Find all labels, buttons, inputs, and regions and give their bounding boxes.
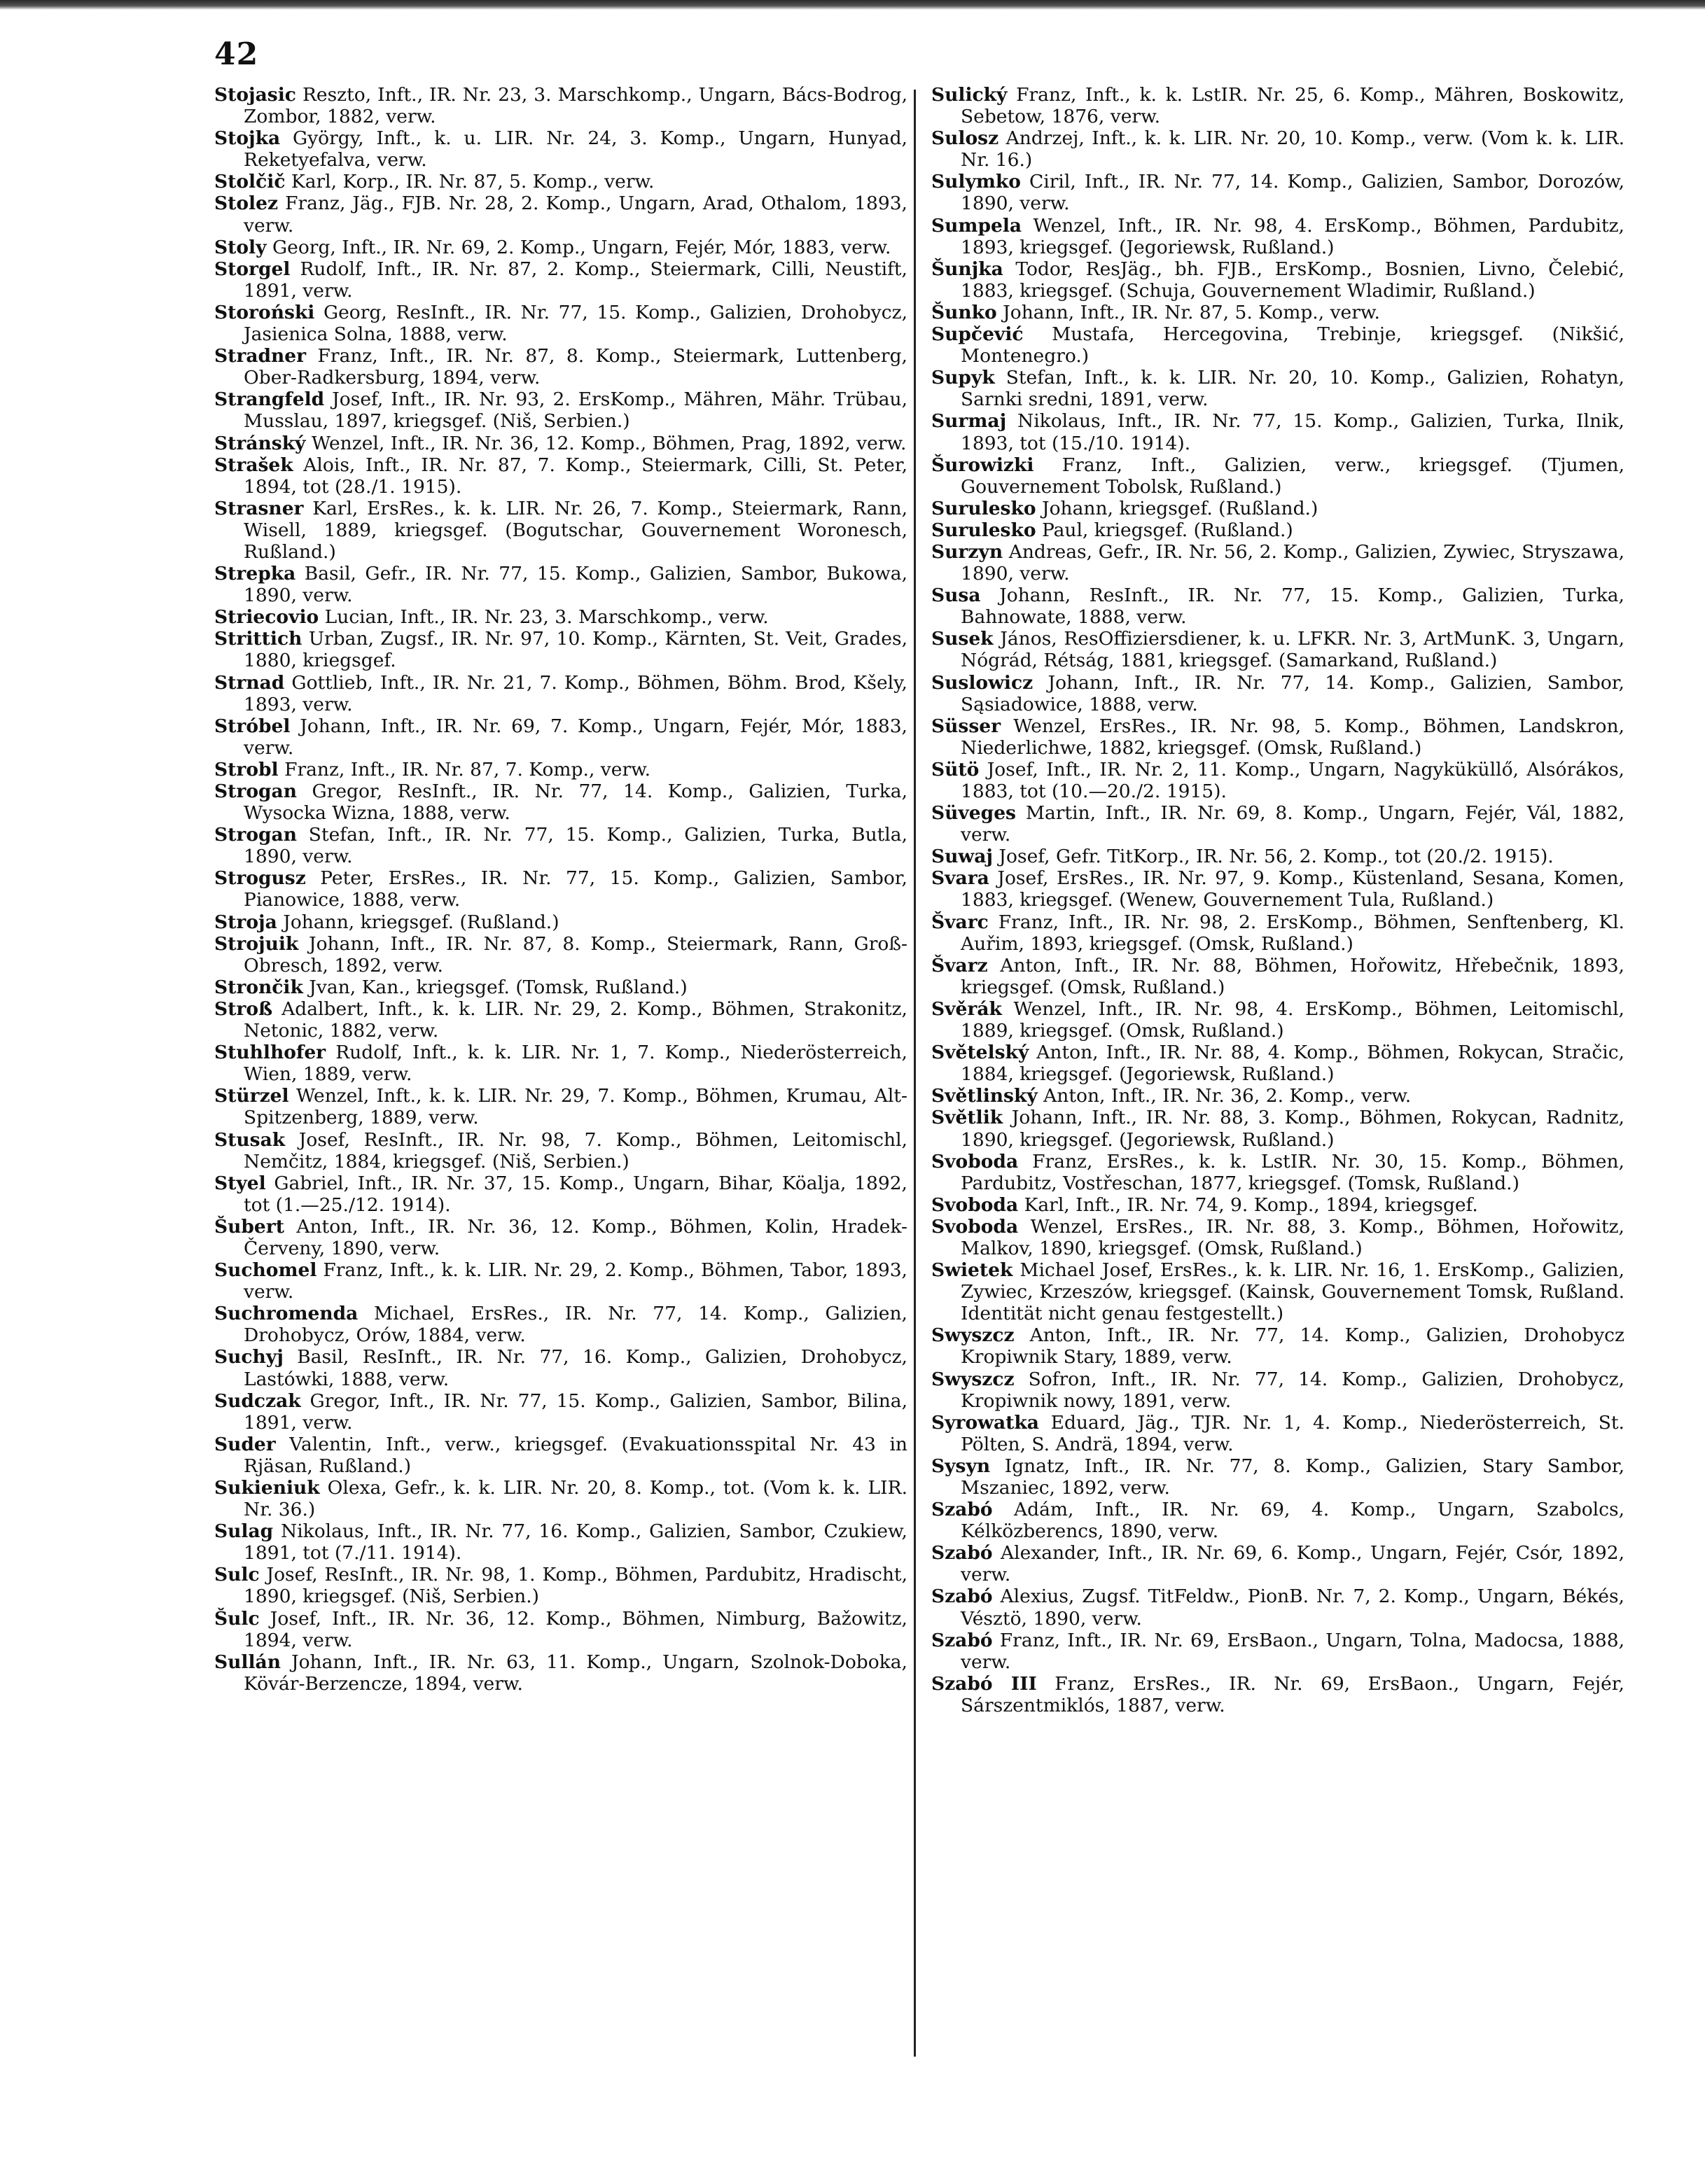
entry-surname: Süsser: [931, 715, 1001, 737]
entry-details: Karl, Inft., IR. Nr. 74, 9. Komp., 1894, kriegsgef.: [1024, 1194, 1478, 1216]
list-entry: [931, 715, 1624, 759]
entry-details: Gregor, ResInft., IR. Nr. 77, 14. Komp., Galizien, Turka, Wysocka Wizna, 1888, verw.: [244, 780, 907, 825]
list-entry: [214, 715, 907, 759]
list-entry: [931, 1368, 1624, 1412]
list-entry: [931, 1042, 1624, 1085]
list-entry: [931, 1216, 1624, 1259]
entry-details: Rudolf, Inft., k. k. LIR. Nr. 1, 7. Komp., Niederösterreich, Wien, 1889, verw.: [244, 1042, 907, 1086]
entry-surname: Szabó: [931, 1586, 993, 1608]
entry-details: Gabriel, Inft., IR. Nr. 37, 15. Komp., Ungarn, Bihar, Köalja, 1892, tot (1.—25./12. 1914).: [244, 1172, 907, 1216]
entry-details: Basil, ResInft., IR. Nr. 77, 16. Komp., Galizien, Drohobycz, Lastówki, 1888, verw.: [244, 1346, 907, 1390]
entry-details: Alexander, Inft., IR. Nr. 69, 6. Komp., Ungarn, Fejér, Csór, 1892, verw.: [961, 1542, 1624, 1586]
entry-details: Johann, Inft., IR. Nr. 87, 8. Komp., Steiermark, Rann, Groß-Obresch, 1892, verw.: [244, 932, 907, 976]
list-entry: [214, 780, 907, 824]
left-column: [214, 84, 907, 1695]
list-entry: [214, 302, 907, 345]
list-entry: [214, 1172, 907, 1216]
list-entry: [931, 1259, 1624, 1324]
entry-surname: Sulický: [931, 84, 1008, 106]
entry-surname: Sütö: [931, 758, 980, 780]
entry-surname: Swyszcz: [931, 1368, 1015, 1390]
list-entry: [931, 1107, 1624, 1150]
entry-details: Franz, ErsRes., IR. Nr. 69, ErsBaon., Ungarn, Fejér, Sárszentmiklós, 1887, verw.: [961, 1672, 1624, 1716]
entry-details: Reszto, Inft., IR. Nr. 23, 3. Marschkomp., Ungarn, Bács-Bodrog, Zombor, 1882, verw.: [244, 84, 907, 128]
entry-surname: Surmaj: [931, 410, 1007, 433]
entry-surname: Szabó III: [931, 1672, 1037, 1695]
entry-details: Stefan, Inft., k. k. LIR. Nr. 20, 10. Komp., Galizien, Rohatyn, Sarnki sredni, 1891, verw.: [961, 367, 1624, 411]
entry-details: Basil, Gefr., IR. Nr. 77, 15. Komp., Galizien, Sambor, Bukowa, 1890, verw.: [244, 563, 907, 607]
list-entry: [931, 628, 1624, 671]
entry-details: Nikolaus, Inft., IR. Nr. 77, 15. Komp., Galizien, Turka, Ilnik, 1893, tot (15./10. 1914).: [961, 410, 1624, 454]
entry-details: Eduard, Jäg., TJR. Nr. 1, 4. Komp., Niederösterreich, St. Pölten, S. Andrä, 1894, verw.: [961, 1411, 1624, 1455]
list-entry: [931, 541, 1624, 584]
right-column: [931, 84, 1624, 1716]
list-entry: [214, 759, 907, 780]
entry-surname: Strepka: [214, 563, 296, 585]
entry-details: Franz, Inft., Galizien, verw., kriegsgef. (Tjumen, Gouvernement Tobolsk, Rußland.): [961, 454, 1624, 498]
list-entry: [214, 1129, 907, 1172]
entry-surname: Susek: [931, 628, 994, 650]
entry-details: Todor, ResJäg., bh. FJB., ErsKomp., Bosnien, Livno, Čelebić, 1883, kriegsgef. (Schuja, Gouvernement Wladimir, Rußland.): [961, 258, 1624, 302]
entry-details: Michael Josef, ErsRes., k. k. LIR. Nr. 16, 1. ErsKomp., Galizien, Zywiec, Krzeszów, kriegsgef. (Kainsk, Gouvernement Tomsk, Rußland. Identität nicht genau festgestellt.): [961, 1259, 1624, 1325]
list-entry: [931, 323, 1624, 367]
entry-details: Franz, Jäg., FJB. Nr. 28, 2. Komp., Ungarn, Arad, Othalom, 1893, verw.: [244, 192, 907, 237]
entry-details: Wenzel, Inft., IR. Nr. 98, 4. ErsKomp., Böhmen, Leitomischl, 1889, kriegsgef. (Omsk, Rußland.): [961, 997, 1624, 1042]
entry-details: Anton, Inft., IR. Nr. 88, Böhmen, Hořowitz, Hřebečnik, 1893, kriegsgef. (Omsk, Rußland.): [961, 954, 1624, 998]
entry-details: Adalbert, Inft., k. k. LIR. Nr. 29, 2. Komp., Böhmen, Strakonitz, Netonic, 1882, verw.: [244, 997, 907, 1042]
list-entry: [214, 1303, 907, 1346]
list-entry: [214, 1390, 907, 1434]
entry-surname: Stoly: [214, 236, 267, 258]
entry-surname: Sukieniuk: [214, 1477, 320, 1499]
list-entry: [931, 1586, 1624, 1629]
entry-details: Andreas, Gefr., IR. Nr. 56, 2. Komp., Galizien, Zywiec, Stryszawa, 1890, verw.: [961, 540, 1624, 585]
entry-surname: Stojasic: [214, 84, 296, 106]
page-number: 42: [214, 36, 259, 72]
entry-surname: Strangfeld: [214, 388, 325, 411]
list-entry: [214, 672, 907, 715]
entry-details: Anton, Inft., IR. Nr. 36, 2. Komp., verw.: [1043, 1085, 1412, 1107]
entry-surname: Šurowizki: [931, 454, 1034, 476]
list-entry: [214, 237, 907, 258]
list-entry: [931, 258, 1624, 302]
list-entry: [931, 1151, 1624, 1194]
entry-details: Rudolf, Inft., IR. Nr. 87, 2. Komp., Steiermark, Cilli, Neustift, 1891, verw.: [244, 258, 907, 302]
entry-surname: Szabó: [931, 1499, 993, 1521]
list-entry: [931, 454, 1624, 498]
entry-surname: Svoboda: [931, 1215, 1019, 1238]
list-entry: [931, 410, 1624, 454]
list-entry: [214, 1477, 907, 1520]
entry-details: Wenzel, Inft., IR. Nr. 36, 12. Komp., Böhmen, Prag, 1892, verw.: [311, 432, 907, 454]
entry-details: Franz, Inft., IR. Nr. 87, 7. Komp., verw.: [284, 758, 651, 780]
entry-details: Wenzel, ErsRes., IR. Nr. 98, 5. Komp., Böhmen, Landskron, Niederlichwe, 1882, kriegsgef. (Omsk, Rußland.): [961, 715, 1624, 759]
list-entry: [931, 802, 1624, 846]
list-entry: [214, 171, 907, 192]
entry-surname: Stojka: [214, 127, 281, 150]
entry-surname: Svoboda: [931, 1150, 1019, 1172]
entry-details: Andrzej, Inft., k. k. LIR. Nr. 20, 10. Komp., verw. (Vom k. k. LIR. Nr. 16.): [961, 127, 1624, 172]
entry-details: Johann, kriegsgef. (Rußland.): [283, 911, 559, 933]
list-entry: [214, 933, 907, 976]
entry-surname: Svara: [931, 867, 989, 890]
entry-details: Sofron, Inft., IR. Nr. 77, 14. Komp., Galizien, Drohobycz, Kropiwnik nowy, 1891, verw.: [961, 1368, 1624, 1412]
entry-surname: Styel: [214, 1172, 266, 1194]
list-entry: [214, 563, 907, 606]
entry-details: Josef, ResInft., IR. Nr. 98, 7. Komp., Böhmen, Leitomischl, Nemčitz, 1884, kriegsgef. (Niš, Serbien.): [244, 1128, 907, 1172]
scan-top-edge: [0, 0, 1705, 10]
entry-details: Olexa, Gefr., k. k. LIR. Nr. 20, 8. Komp., tot. (Vom k. k. LIR. Nr. 36.): [244, 1477, 907, 1521]
entry-surname: Suchromenda: [214, 1303, 359, 1325]
entry-surname: Supčević: [931, 323, 1024, 346]
entry-surname: Striecovio: [214, 606, 319, 629]
entry-details: Josef, Inft., IR. Nr. 36, 12. Komp., Böhmen, Nimburg, Bažowitz, 1894, verw.: [244, 1607, 907, 1651]
list-entry: [214, 1085, 907, 1128]
entry-surname: Šubert: [214, 1215, 284, 1238]
entry-surname: Strojuik: [214, 932, 299, 955]
entry-details: Georg, ResInft., IR. Nr. 77, 15. Komp., Galizien, Drohobycz, Jasienica Solna, 1888, verw.: [244, 301, 907, 346]
list-entry: [931, 367, 1624, 410]
entry-details: Gottlieb, Inft., IR. Nr. 21, 7. Komp., Böhmen, Böhm. Brod, Kšely, 1893, verw.: [244, 671, 907, 715]
entry-surname: Sulag: [214, 1520, 274, 1543]
entry-surname: Stusak: [214, 1128, 286, 1151]
list-entry: [214, 1259, 907, 1303]
entry-details: Alois, Inft., IR. Nr. 87, 7. Komp., Steiermark, Cilli, St. Peter, 1894, tot (28./1. 1915).: [244, 454, 907, 498]
entry-details: Josef, ResInft., IR. Nr. 98, 1. Komp., Böhmen, Pardubitz, Hradischt, 1890, kriegsgef. (Niš, Serbien.): [244, 1564, 907, 1608]
entry-details: Johann, ResInft., IR. Nr. 77, 15. Komp., Galizien, Turka, Bahnowate, 1888, verw.: [961, 584, 1624, 629]
entry-details: Nikolaus, Inft., IR. Nr. 77, 16. Komp., Galizien, Sambor, Czukiew, 1891, tot (7./11. 1914).: [244, 1520, 907, 1564]
entry-surname: Storgel: [214, 258, 291, 280]
entry-surname: Stránský: [214, 432, 306, 454]
entry-details: Franz, Inft., IR. Nr. 69, ErsBaon., Ungarn, Tolna, Madocsa, 1888, verw.: [961, 1629, 1624, 1673]
list-entry: [931, 672, 1624, 715]
list-entry: [931, 302, 1624, 323]
entry-surname: Strobl: [214, 758, 279, 780]
list-entry: [214, 1346, 907, 1390]
entry-details: Lucian, Inft., IR. Nr. 23, 3. Marschkomp., verw.: [324, 606, 769, 629]
list-entry: [214, 976, 907, 998]
list-entry: [931, 1673, 1624, 1716]
entry-surname: Stroß: [214, 997, 273, 1020]
entry-details: Anton, Inft., IR. Nr. 88, 4. Komp., Böhmen, Rokycan, Stračic, 1884, kriegsgef. (Jegoriewsk, Rußland.): [961, 1042, 1624, 1086]
entry-surname: Světlinský: [931, 1085, 1038, 1107]
list-entry: [214, 498, 907, 563]
entry-surname: Stürzel: [214, 1085, 289, 1107]
entry-surname: Stróbel: [214, 715, 291, 737]
list-entry: [214, 1651, 907, 1695]
entry-surname: Suwaj: [931, 846, 993, 868]
entry-details: Franz, ErsRes., k. k. LstIR. Nr. 30, 15. Komp., Böhmen, Pardubitz, Vostřeschan, 1877, kriegsgef. (Tomsk, Rußland.): [961, 1150, 1624, 1194]
list-entry: [214, 867, 907, 911]
list-entry: [931, 1412, 1624, 1455]
entry-details: Johann, Inft., IR. Nr. 69, 7. Komp., Ungarn, Fejér, Mór, 1883, verw.: [244, 715, 907, 759]
entry-details: Adám, Inft., IR. Nr. 69, 4. Komp., Ungarn, Szabolcs, Kélközberencs, 1890, verw.: [961, 1499, 1624, 1543]
list-entry: [214, 998, 907, 1042]
entry-surname: Suslowicz: [931, 671, 1034, 694]
entry-surname: Stroja: [214, 911, 277, 933]
entry-details: Wenzel, Inft., k. k. LIR. Nr. 29, 7. Komp., Böhmen, Krumau, Alt-Spitzenberg, 1889, verw.: [244, 1085, 907, 1129]
list-entry: [214, 258, 907, 302]
list-entry: [931, 1194, 1624, 1216]
entry-surname: Švarc: [931, 911, 989, 933]
entry-details: Wenzel, Inft., IR. Nr. 98, 4. ErsKomp., Böhmen, Pardubitz, 1893, kriegsgef. (Jegoriewsk, Rußland.): [961, 214, 1624, 258]
entry-surname: Strogusz: [214, 867, 306, 890]
entry-details: Urban, Zugsf., IR. Nr. 97, 10. Komp., Kärnten, St. Veit, Grades, 1880, kriegsgef.: [244, 628, 907, 672]
list-entry: [931, 584, 1624, 628]
entry-details: Ciril, Inft., IR. Nr. 77, 14. Komp., Galizien, Sambor, Dorozów, 1890, verw.: [961, 171, 1624, 215]
list-entry: [214, 628, 907, 671]
entry-surname: Storoński: [214, 301, 315, 323]
entry-details: Anton, Inft., IR. Nr. 77, 14. Komp., Galizien, Drohobycz Kropiwnik Stary, 1889, verw.: [961, 1324, 1624, 1368]
entry-details: Franz, Inft., IR. Nr. 87, 8. Komp., Steiermark, Luttenberg, Ober-Radkersburg, 1894, verw.: [244, 345, 907, 389]
entry-surname: Swyszcz: [931, 1324, 1015, 1347]
entry-details: János, ResOffiziersdiener, k. u. LFKR. Nr. 3, ArtMunK. 3, Ungarn, Nógrád, Rétság, 1881, kriegsgef. (Samarkand, Rußland.): [961, 628, 1624, 672]
entry-details: Jvan, Kan., kriegsgef. (Tomsk, Rußland.): [309, 976, 688, 998]
entry-details: Alexius, Zugsf. TitFeldw., PionB. Nr. 7, 2. Komp., Ungarn, Békés, Vésztö, 1890, verw.: [961, 1586, 1624, 1630]
entry-details: Johann, Inft., IR. Nr. 88, 3. Komp., Böhmen, Rokycan, Radnitz, 1890, kriegsgef. (Jegoriewsk, Rußland.): [961, 1107, 1624, 1151]
list-entry: [214, 1434, 907, 1477]
entry-details: Karl, Korp., IR. Nr. 87, 5. Komp., verw.: [291, 171, 655, 193]
list-entry: [931, 1455, 1624, 1499]
entry-surname: Šunjka: [931, 258, 1003, 280]
list-entry: [214, 84, 907, 127]
entry-details: Franz, Inft., IR. Nr. 98, 2. ErsKomp., Böhmen, Senftenberg, Kl. Auřim, 1893, kriegsgef. (Omsk, Rußland.): [961, 911, 1624, 955]
column-divider: [914, 90, 916, 2057]
entry-surname: Stradner: [214, 345, 307, 368]
entry-surname: Susa: [931, 584, 981, 607]
entry-details: Peter, ErsRes., IR. Nr. 77, 15. Komp., Galizien, Sambor, Pianowice, 1888, verw.: [244, 867, 907, 911]
entry-details: Josef, ErsRes., IR. Nr. 97, 9. Komp., Küstenland, Sesana, Komen, 1883, kriegsgef. (Wenew, Gouvernement Tula, Rußland.): [961, 867, 1624, 911]
entry-surname: Šulc: [214, 1607, 260, 1630]
entry-details: Valentin, Inft., verw., kriegsgef. (Evakuationsspital Nr. 43 in Rjäsan, Rußland.): [244, 1433, 907, 1477]
list-entry: [931, 1542, 1624, 1586]
entry-details: Anton, Inft., IR. Nr. 36, 12. Komp., Böhmen, Kolin, Hradek-Červeny, 1890, verw.: [244, 1215, 907, 1259]
entry-surname: Suchyj: [214, 1346, 284, 1368]
entry-surname: Svoboda: [931, 1194, 1019, 1216]
list-entry: [214, 1520, 907, 1564]
list-entry: [214, 911, 907, 933]
list-entry: [931, 171, 1624, 214]
entry-surname: Swietek: [931, 1259, 1013, 1282]
list-entry: [214, 388, 907, 432]
list-entry: [931, 955, 1624, 998]
entry-surname: Strnad: [214, 671, 285, 694]
list-entry: [931, 1085, 1624, 1107]
entry-details: Michael, ErsRes., IR. Nr. 77, 14. Komp., Galizien, Drohobycz, Orów, 1884, verw.: [244, 1303, 907, 1347]
entry-details: Gregor, Inft., IR. Nr. 77, 15. Komp., Galizien, Sambor, Bilina, 1891, verw.: [244, 1390, 907, 1434]
entry-surname: Surzyn: [931, 540, 1003, 563]
entry-surname: Surulesko: [931, 519, 1036, 541]
entry-surname: Süveges: [931, 802, 1016, 825]
entry-details: Paul, kriegsgef. (Rußland.): [1041, 519, 1293, 541]
list-entry: [214, 454, 907, 498]
entry-details: Stefan, Inft., IR. Nr. 77, 15. Komp., Galizien, Turka, Butla, 1890, verw.: [244, 824, 907, 868]
entry-details: Ignatz, Inft., IR. Nr. 77, 8. Komp., Galizien, Stary Sambor, Mszaniec, 1892, verw.: [961, 1455, 1624, 1499]
entry-surname: Strasner: [214, 497, 304, 519]
list-entry: [931, 1630, 1624, 1673]
list-entry: [214, 127, 907, 171]
list-entry: [931, 519, 1624, 541]
entry-details: Martin, Inft., IR. Nr. 69, 8. Komp., Ungarn, Fejér, Vál, 1882, verw.: [961, 802, 1624, 846]
list-entry: [931, 911, 1624, 955]
entry-surname: Stolčič: [214, 171, 286, 193]
list-entry: [214, 1042, 907, 1085]
entry-surname: Szabó: [931, 1629, 993, 1651]
entry-details: Franz, Inft., k. k. LstIR. Nr. 25, 6. Komp., Mähren, Boskowitz, Sebetow, 1876, verw.: [961, 84, 1624, 128]
entry-details: Georg, Inft., IR. Nr. 69, 2. Komp., Ungarn, Fejér, Mór, 1883, verw.: [272, 236, 891, 258]
entry-details: Franz, Inft., k. k. LIR. Nr. 29, 2. Komp., Böhmen, Tabor, 1893, verw.: [244, 1259, 907, 1303]
list-entry: [214, 606, 907, 628]
list-entry: [214, 192, 907, 236]
list-entry: [931, 998, 1624, 1042]
list-entry: [931, 867, 1624, 911]
list-entry: [931, 498, 1624, 519]
list-entry: [931, 759, 1624, 802]
list-entry: [214, 433, 907, 454]
entry-surname: Šunko: [931, 301, 997, 323]
entry-surname: Surulesko: [931, 497, 1036, 519]
entry-surname: Strašek: [214, 454, 293, 476]
entry-surname: Stuhlhofer: [214, 1042, 326, 1064]
entry-surname: Suder: [214, 1433, 276, 1455]
entry-surname: Sudczak: [214, 1390, 301, 1412]
entry-surname: Strončik: [214, 976, 303, 998]
entry-details: Johann, Inft., IR. Nr. 77, 14. Komp., Galizien, Sambor, Sąsiadowice, 1888, verw.: [961, 671, 1624, 715]
entry-details: Johann, kriegsgef. (Rußland.): [1041, 497, 1318, 519]
list-entry: [931, 1324, 1624, 1368]
entry-details: Mustafa, Hercegovina, Trebinje, kriegsgef. (Nikšić, Montenegro.): [961, 323, 1624, 368]
entry-details: Wenzel, ErsRes., IR. Nr. 88, 3. Komp., Böhmen, Hořowitz, Malkov, 1890, kriegsgef. (Omsk, Rußland.): [961, 1215, 1624, 1259]
entry-surname: Strittich: [214, 628, 302, 650]
entry-surname: Světelský: [931, 1042, 1029, 1064]
list-entry: [931, 846, 1624, 867]
entry-surname: Sulosz: [931, 127, 999, 150]
list-entry: [931, 215, 1624, 258]
entry-surname: Švarz: [931, 954, 988, 976]
entry-surname: Sulc: [214, 1564, 260, 1586]
list-entry: [214, 1564, 907, 1607]
entry-surname: Strogan: [214, 824, 297, 846]
entry-details: Josef, Inft., IR. Nr. 93, 2. ErsKomp., Mähren, Mähr. Trübau, Musslau, 1897, kriegsgef. (Niš, Serbien.): [244, 388, 907, 433]
list-entry: [214, 824, 907, 867]
entry-details: Johann, Inft., IR. Nr. 87, 5. Komp., verw.: [1003, 301, 1380, 323]
entry-surname: Světlik: [931, 1107, 1003, 1129]
entry-details: Johann, Inft., IR. Nr. 63, 11. Komp., Ungarn, Szolnok-Doboka, Kövár-Berzencze, 1894, verw.: [244, 1651, 907, 1695]
entry-surname: Sysyn: [931, 1455, 991, 1477]
list-entry: [214, 1216, 907, 1259]
entry-surname: Syrowatka: [931, 1411, 1039, 1434]
list-entry: [931, 1499, 1624, 1542]
entry-details: Josef, Gefr. TitKorp., IR. Nr. 56, 2. Komp., tot (20./2. 1915).: [998, 846, 1554, 868]
entry-surname: Strogan: [214, 780, 297, 802]
entry-surname: Svěrák: [931, 997, 1002, 1020]
entry-surname: Sullán: [214, 1651, 281, 1673]
entry-surname: Supyk: [931, 367, 995, 389]
entry-details: György, Inft., k. u. LIR. Nr. 24, 3. Komp., Ungarn, Hunyad, Reketyefalva, verw.: [244, 127, 907, 172]
list-entry: [214, 345, 907, 388]
list-entry: [214, 1608, 907, 1651]
entry-surname: Sumpela: [931, 214, 1022, 237]
entry-surname: Stolez: [214, 192, 279, 215]
entry-surname: Sulymko: [931, 171, 1021, 193]
entry-details: Karl, ErsRes., k. k. LIR. Nr. 26, 7. Komp., Steiermark, Rann, Wisell, 1889, kriegsgef. (Bogutschar, Gouvernement Woronesch, Rußland.): [244, 497, 907, 563]
list-entry: [931, 84, 1624, 127]
entry-details: Josef, Inft., IR. Nr. 2, 11. Komp., Ungarn, Nagyküküllő, Alsórákos, 1883, tot (10.—20./2. 1915).: [961, 758, 1624, 802]
entry-surname: Szabó: [931, 1542, 993, 1564]
list-entry: [931, 127, 1624, 171]
entry-surname: Suchomel: [214, 1259, 317, 1282]
